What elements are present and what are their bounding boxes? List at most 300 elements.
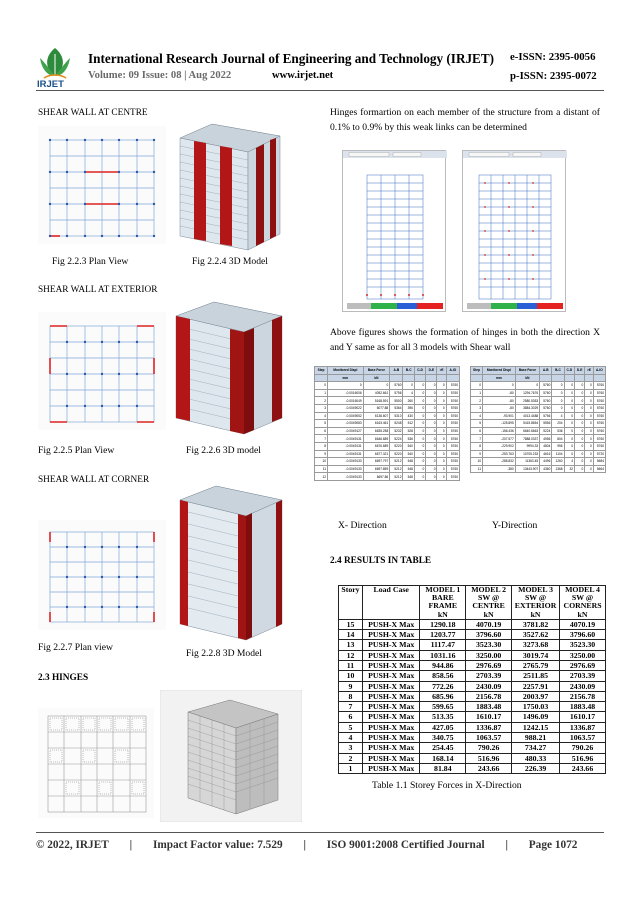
- mini-x-row-cell: 0: [437, 412, 446, 420]
- mini-y-row-cell: 0: [575, 450, 585, 458]
- results-row-cell: 243.66: [560, 763, 606, 773]
- mini-y-row-cell: 5760: [593, 442, 605, 450]
- mini-x-row-cell: 0: [426, 465, 437, 473]
- mini-x-row: [315, 442, 460, 450]
- results-row: [339, 650, 606, 660]
- results-row-cell: 13: [339, 640, 363, 650]
- header-divider: [36, 90, 604, 91]
- mini-x-row-cell: 0: [426, 450, 437, 458]
- mini-x-col-aio: A-IO: [446, 367, 459, 375]
- mini-x-row-cell: 260: [403, 397, 414, 405]
- mini-y-col-de: D-E: [575, 367, 585, 375]
- mini-x-col-step: Step: [315, 367, 328, 375]
- mini-x-row-cell: 6697.859: [363, 465, 390, 473]
- mini-y-row-cell: 10: [471, 458, 483, 466]
- mini-x-row-cell: 0: [414, 427, 425, 435]
- results-row-cell: 1063.57: [466, 733, 512, 743]
- mini-x-row-cell: 11: [315, 465, 328, 473]
- mini-x-col-bc: B-C: [403, 367, 414, 375]
- mini-x-row-cell: 6: [315, 427, 328, 435]
- mini-x-row-cell: 5760: [446, 382, 459, 390]
- results-row-cell: PUSH-X Max: [362, 712, 419, 722]
- mini-x-row-cell: 0: [414, 389, 425, 397]
- mini-y-row-cell: 5760: [540, 404, 552, 412]
- mini-y-row-cell: 5: [471, 420, 483, 428]
- mini-y-row-cell: 0: [585, 465, 593, 473]
- journal-website[interactable]: www.irjet.net: [272, 70, 334, 81]
- results-row: [339, 743, 606, 753]
- mini-x-row-cell: 0: [437, 442, 446, 450]
- results-row: [339, 702, 606, 712]
- mini-y-row-cell: 0: [564, 442, 574, 450]
- mini-x-row-cell: 6697.86: [363, 473, 390, 481]
- mini-x-row-cell: -0.0049133: [328, 458, 364, 466]
- results-row-cell: PUSH-X Max: [362, 661, 419, 671]
- mini-x-row-cell: 0: [426, 435, 437, 443]
- mini-y-row: [471, 404, 606, 412]
- mini-y-row: [471, 450, 606, 458]
- results-row-cell: 340.75: [420, 733, 466, 743]
- mini-y-col-bc: B-C: [552, 367, 564, 375]
- mini-y-row-cell: 9994.33: [515, 442, 539, 450]
- mini-y-row-cell: 13443.907: [515, 465, 539, 473]
- mini-x-row: [315, 382, 460, 390]
- mini-y-row-cell: 0: [575, 389, 585, 397]
- mini-x-row-cell: 3: [315, 404, 328, 412]
- results-row-cell: 243.66: [466, 763, 512, 773]
- results-row-cell: 790.26: [560, 743, 606, 753]
- figure-3d-model-exterior: [170, 298, 288, 438]
- results-row-cell: 8: [339, 691, 363, 701]
- mini-y-row-cell: 6640.6663: [515, 427, 539, 435]
- mini-y-row-cell: 4804: [540, 442, 552, 450]
- mini-x-row-cell: 0: [414, 382, 425, 390]
- mini-y-row: [471, 458, 606, 466]
- results-row-cell: 1203.77: [420, 630, 466, 640]
- mini-y-row-cell: 0: [585, 450, 593, 458]
- mini-x-row: [315, 404, 460, 412]
- mini-x-row-cell: 6077.88: [363, 404, 390, 412]
- mini-y-row-cell: 0: [575, 397, 585, 405]
- mini-x-row-cell: 5756: [390, 389, 403, 397]
- mini-y-row-cell: 0: [552, 404, 564, 412]
- results-row-cell: 685.96: [420, 691, 466, 701]
- mini-y-row-cell: 956: [552, 442, 564, 450]
- mini-y-col-displ: Monitored Displ: [482, 367, 515, 375]
- mini-x-row-cell: 5760: [390, 382, 403, 390]
- caption-fig-2-2-4: Fig 2.2.4 3D Model: [192, 256, 268, 267]
- mini-x-row-cell: 512: [403, 420, 414, 428]
- mini-y-row-cell: 1368: [552, 465, 564, 473]
- mini-x-row-cell: 5760: [446, 465, 459, 473]
- mini-y-row-cell: 5556: [540, 420, 552, 428]
- mini-x-row-cell: 540: [403, 442, 414, 450]
- results-row: [339, 640, 606, 650]
- mini-x-row-cell: 0: [414, 442, 425, 450]
- mini-y-row-cell: -156.436: [482, 427, 515, 435]
- mini-x-col-cd: C-D: [414, 367, 425, 375]
- results-row-cell: 772.26: [420, 681, 466, 691]
- mini-x-row-cell: 0: [414, 435, 425, 443]
- mini-x-row-cell: 6646.689: [363, 435, 390, 443]
- results-row-cell: 513.35: [420, 712, 466, 722]
- mini-y-row-cell: 0: [552, 389, 564, 397]
- results-row-cell: 3796.60: [466, 630, 512, 640]
- results-row-cell: PUSH-X Max: [362, 743, 419, 753]
- mini-x-row-cell: 0: [437, 427, 446, 435]
- mini-y-row-cell: 204: [552, 420, 564, 428]
- results-row-cell: 2765.79: [512, 661, 560, 671]
- mini-y-row-cell: -229.902: [482, 442, 515, 450]
- figure-3d-model-centre: [172, 118, 288, 254]
- heading-shear-wall-corner: SHEAR WALL AT CORNER: [38, 475, 150, 485]
- results-row-cell: 516.96: [466, 753, 512, 763]
- mini-x-row-cell: 1: [315, 389, 328, 397]
- table-caption: Table 1.1 Storey Forces in X-Direction: [372, 780, 522, 791]
- mini-y-row-cell: -207.577: [482, 435, 515, 443]
- mini-y-row-cell: 0: [471, 382, 483, 390]
- mini-x-row-cell: 0: [426, 382, 437, 390]
- mini-y-row-cell: 5760: [540, 397, 552, 405]
- mini-y-row-cell: -80: [482, 397, 515, 405]
- mini-y-row-cell: 7: [471, 435, 483, 443]
- results-row-cell: 12: [339, 650, 363, 660]
- paragraph-hinges-formation: Hinges formartion on each member of the structure from a distant of 0.1% to 0.9% by this weak links can be determined: [330, 107, 600, 133]
- results-row-cell: 9: [339, 681, 363, 691]
- mini-y-row-cell: 1104: [552, 450, 564, 458]
- footer-sep-1: |: [129, 839, 133, 851]
- mini-x-row-cell: 6677.321: [363, 450, 390, 458]
- mini-y-header: [471, 367, 606, 375]
- mini-y-row-cell: 5415.8654: [515, 420, 539, 428]
- mini-x-row: [315, 465, 460, 473]
- results-row-cell: 1031.16: [420, 650, 466, 660]
- mini-y-row-cell: 804: [552, 435, 564, 443]
- mini-x-row-cell: 0: [437, 435, 446, 443]
- mini-y-row-cell: 5760: [593, 412, 605, 420]
- mini-x-row-cell: 0: [403, 382, 414, 390]
- mini-x-row-cell: 4: [315, 412, 328, 420]
- mini-y-row-cell: 5760: [593, 389, 605, 397]
- results-row-cell: 2257.91: [512, 681, 560, 691]
- results-row-cell: PUSH-X Max: [362, 702, 419, 712]
- mini-y-row-cell: -80: [482, 389, 515, 397]
- results-row-cell: PUSH-X Max: [362, 722, 419, 732]
- mini-x-row-cell: 5760: [446, 420, 459, 428]
- mini-x-row-cell: 5760: [446, 397, 459, 405]
- mini-y-row-cell: -380: [482, 465, 515, 473]
- mini-y-row-cell: 1294.7676: [515, 389, 539, 397]
- results-row-cell: 944.86: [420, 661, 466, 671]
- figure-hinges-3d: [160, 690, 302, 822]
- results-row-cell: 2003.97: [512, 691, 560, 701]
- figure-plan-view-exterior: [38, 312, 166, 430]
- results-row-cell: 1290.18: [420, 619, 466, 629]
- mini-x-units: [315, 374, 460, 382]
- results-row-cell: 1117.47: [420, 640, 466, 650]
- mini-x-row-cell: 0: [414, 404, 425, 412]
- results-row-cell: 480.33: [512, 753, 560, 763]
- mini-x-row-cell: 5212: [390, 465, 403, 473]
- figure-plan-view-corner: [38, 520, 166, 630]
- mini-y-row-cell: 5664: [593, 465, 605, 473]
- mini-x-row-cell: 5168.591: [363, 397, 390, 405]
- results-row-cell: 3523.30: [466, 640, 512, 650]
- mini-y-row-cell: 5756: [540, 412, 552, 420]
- mini-y-row-cell: 7888.0337: [515, 435, 539, 443]
- mini-x-row-cell: 548: [403, 473, 414, 481]
- mini-x-row-cell: 0: [414, 458, 425, 466]
- mini-x-row-cell: 7: [315, 435, 328, 443]
- results-row-cell: 7: [339, 702, 363, 712]
- mini-x-row-cell: 5760: [446, 473, 459, 481]
- mini-x-row-cell: -0.0049127: [328, 427, 364, 435]
- logo-text: IRJET: [37, 79, 64, 90]
- heading-2-3-hinges: 2.3 HINGES: [38, 673, 89, 683]
- mini-y-row-cell: 0: [575, 435, 585, 443]
- mini-x-row-cell: 0: [414, 450, 425, 458]
- journal-title: International Research Journal of Engineering and Technology (IRJET): [88, 51, 495, 66]
- mini-y-row-cell: 5684: [593, 458, 605, 466]
- results-row-cell: 1610.17: [560, 712, 606, 722]
- results-row: [339, 671, 606, 681]
- mini-x-row-cell: 528: [403, 427, 414, 435]
- results-row: [339, 661, 606, 671]
- mini-x-row-cell: 5248: [390, 420, 403, 428]
- mini-y-row-cell: 0: [564, 427, 574, 435]
- results-row-cell: 6: [339, 712, 363, 722]
- mini-y-col-force: Base Force: [515, 367, 539, 375]
- footer-page: Page 1072: [528, 839, 578, 851]
- mini-y-row: [471, 435, 606, 443]
- results-row-cell: 1750.03: [512, 702, 560, 712]
- mini-x-row-cell: 6676.689: [363, 442, 390, 450]
- results-row-cell: 4070.19: [560, 619, 606, 629]
- results-row-cell: 3796.60: [560, 630, 606, 640]
- results-row-cell: 2976.69: [560, 661, 606, 671]
- results-row-cell: 4070.19: [466, 619, 512, 629]
- results-row: [339, 753, 606, 763]
- mini-y-row-cell: 1: [471, 389, 483, 397]
- mini-x-row-cell: 0: [414, 473, 425, 481]
- mini-y-row-cell: 0: [585, 382, 593, 390]
- results-row-cell: 2430.09: [466, 681, 512, 691]
- mini-x-header: [315, 367, 460, 375]
- mini-y-row-cell: 0: [564, 450, 574, 458]
- mini-x-row-cell: 396: [403, 404, 414, 412]
- mini-y-unit-mm: mm: [482, 374, 515, 382]
- mini-x-row-cell: 0: [437, 420, 446, 428]
- mini-y-row-cell: 0: [564, 420, 574, 428]
- mini-y-row-cell: 0: [552, 397, 564, 405]
- results-row: [339, 722, 606, 732]
- results-row-cell: 2703.39: [466, 671, 512, 681]
- mini-y-row-cell: 0: [564, 397, 574, 405]
- results-row-cell: 2156.78: [560, 691, 606, 701]
- mini-x-row-cell: -0.0049133: [328, 473, 364, 481]
- footer-copyright: © 2022, IRJET: [36, 839, 109, 851]
- mini-y-row-cell: 5760: [593, 404, 605, 412]
- mini-y-units: [471, 374, 606, 382]
- col-model-2: MODEL 2 SW @ CENTRE kN: [466, 586, 512, 620]
- mini-x-row-cell: 548: [403, 465, 414, 473]
- mini-y-row-cell: 536: [552, 427, 564, 435]
- mini-x-row-cell: 0: [426, 420, 437, 428]
- pushover-table-x: [314, 366, 460, 481]
- footer-iso: ISO 9001:2008 Certified Journal: [326, 839, 485, 851]
- mini-x-row-cell: -0.0049083: [328, 420, 364, 428]
- mini-x-row-cell: 0: [426, 427, 437, 435]
- results-row-cell: 1336.87: [466, 722, 512, 732]
- mini-y-row-cell: 5760: [593, 435, 605, 443]
- figure-hinge-frame-y: [462, 150, 566, 312]
- results-row-cell: 3250.00: [466, 650, 512, 660]
- results-row: [339, 630, 606, 640]
- mini-x-row-cell: -0.0049022: [328, 404, 364, 412]
- mini-y-row: [471, 397, 606, 405]
- results-row-cell: 988.21: [512, 733, 560, 743]
- mini-y-row: [471, 442, 606, 450]
- mini-y-row-cell: 4360: [540, 465, 552, 473]
- results-row-cell: 5: [339, 722, 363, 732]
- results-row: [339, 733, 606, 743]
- pushover-table-y: [470, 366, 606, 473]
- mini-y-row-cell: 0: [585, 435, 593, 443]
- figure-3d-model-corner: [172, 478, 288, 644]
- mini-x-row-cell: 0: [426, 473, 437, 481]
- results-row-cell: 1242.15: [512, 722, 560, 732]
- mini-x-row: [315, 473, 460, 481]
- results-row-cell: 3250.00: [560, 650, 606, 660]
- mini-y-row-cell: 4496: [540, 458, 552, 466]
- mini-x-row-cell: 4052.661: [363, 389, 390, 397]
- mini-x-row-cell: 0: [414, 465, 425, 473]
- mini-x-row-cell: -0.0049131: [328, 442, 364, 450]
- mini-x-row-cell: 5760: [446, 404, 459, 412]
- results-row-cell: PUSH-X Max: [362, 630, 419, 640]
- results-row-cell: 254.45: [420, 743, 466, 753]
- results-row-cell: 427.05: [420, 722, 466, 732]
- results-row-cell: 2: [339, 753, 363, 763]
- mini-x-row-cell: 0: [426, 458, 437, 466]
- mini-x-row-cell: -0.0016006: [328, 389, 364, 397]
- mini-x-row-cell: 5364: [390, 404, 403, 412]
- mini-y-row-cell: 32: [564, 465, 574, 473]
- results-row-cell: 3019.74: [512, 650, 560, 660]
- mini-y-row-cell: 0: [585, 420, 593, 428]
- mini-x-row-cell: 0: [426, 442, 437, 450]
- mini-x-row-cell: 0: [437, 397, 446, 405]
- results-row-cell: PUSH-X Max: [362, 763, 419, 773]
- e-issn: e-ISSN: 2395-0056: [510, 51, 596, 63]
- mini-x-row-cell: 0: [414, 397, 425, 405]
- mini-y-row-cell: 4: [471, 412, 483, 420]
- results-row-cell: 3273.68: [512, 640, 560, 650]
- mini-y-row-cell: 0: [585, 389, 593, 397]
- results-row-cell: 2976.69: [466, 661, 512, 671]
- mini-y-row-cell: 0: [515, 382, 539, 390]
- storey-forces-table: [338, 585, 606, 774]
- mini-y-row-cell: 4956: [540, 435, 552, 443]
- results-row-cell: 790.26: [466, 743, 512, 753]
- results-row-cell: 1336.87: [560, 722, 606, 732]
- mini-x-row-cell: -0.0049052: [328, 412, 364, 420]
- mini-y-row-cell: 0: [564, 382, 574, 390]
- mini-x-row: [315, 435, 460, 443]
- mini-x-row-cell: 8: [315, 442, 328, 450]
- mini-y-row-cell: 1260: [552, 458, 564, 466]
- mini-x-row-cell: 5760: [446, 427, 459, 435]
- results-row-cell: 3: [339, 743, 363, 753]
- mini-x-row-cell: 0: [426, 412, 437, 420]
- results-row: [339, 763, 606, 773]
- footer: [36, 839, 604, 851]
- mini-x-col-gte: >E: [437, 367, 446, 375]
- results-row-cell: PUSH-X Max: [362, 733, 419, 743]
- mini-y-row-cell: 0: [575, 465, 585, 473]
- results-row-cell: PUSH-X Max: [362, 619, 419, 629]
- results-row-cell: PUSH-X Max: [362, 681, 419, 691]
- irjet-logo: [36, 46, 74, 92]
- results-row: [339, 619, 606, 629]
- mini-x-row-cell: 5310: [390, 412, 403, 420]
- mini-x-row-cell: 5: [315, 420, 328, 428]
- mini-x-row-cell: -0.0016049: [328, 397, 364, 405]
- mini-x-row-cell: 6163.461: [363, 420, 390, 428]
- mini-y-row-cell: 0: [575, 458, 585, 466]
- results-row-cell: 599.65: [420, 702, 466, 712]
- mini-y-row-cell: 11363.45: [515, 458, 539, 466]
- mini-y-row: [471, 427, 606, 435]
- mini-x-row-cell: 5232: [390, 427, 403, 435]
- results-row-cell: 1063.57: [560, 733, 606, 743]
- mini-x-row-cell: 6697.797: [363, 458, 390, 466]
- mini-y-row-cell: 8: [471, 442, 483, 450]
- mini-y-row: [471, 412, 606, 420]
- caption-fig-2-2-7: Fig 2.2.7 Plan view: [38, 642, 113, 653]
- label-y-direction: Y-Direction: [492, 520, 538, 531]
- results-row-cell: 2511.85: [512, 671, 560, 681]
- mini-x-row-cell: 0: [437, 458, 446, 466]
- mini-y-row-cell: 0: [482, 382, 515, 390]
- mini-y-row-cell: 6: [471, 427, 483, 435]
- mini-y-row-cell: 3884.3029: [515, 404, 539, 412]
- mini-x-row-cell: 0: [426, 397, 437, 405]
- results-row-cell: 4: [339, 733, 363, 743]
- mini-x-row: [315, 397, 460, 405]
- mini-y-row: [471, 389, 606, 397]
- caption-fig-2-2-6: Fig 2.2.6 3D model: [186, 445, 261, 456]
- mini-y-row-cell: -80: [482, 404, 515, 412]
- results-row-cell: 1496.09: [512, 712, 560, 722]
- mini-x-unit-kn: kN: [363, 374, 390, 382]
- results-row-cell: 3527.62: [512, 630, 560, 640]
- mini-y-row-cell: 0: [575, 412, 585, 420]
- mini-x-row-cell: 0: [315, 382, 328, 390]
- mini-x-row-cell: 536: [403, 435, 414, 443]
- mini-y-row-cell: 5760: [540, 382, 552, 390]
- mini-x-row-cell: 4: [403, 389, 414, 397]
- mini-x-col-force: Base Force: [363, 367, 390, 375]
- mini-y-col-gte: >E: [585, 367, 593, 375]
- mini-y-row-cell: 0: [585, 404, 593, 412]
- mini-x-row: [315, 458, 460, 466]
- results-row-cell: 2156.78: [466, 691, 512, 701]
- mini-x-row-cell: 6635.258: [363, 427, 390, 435]
- mini-y-row-cell: 4616: [540, 450, 552, 458]
- mini-x-row-cell: 0: [437, 473, 446, 481]
- mini-y-row-cell: 0: [564, 404, 574, 412]
